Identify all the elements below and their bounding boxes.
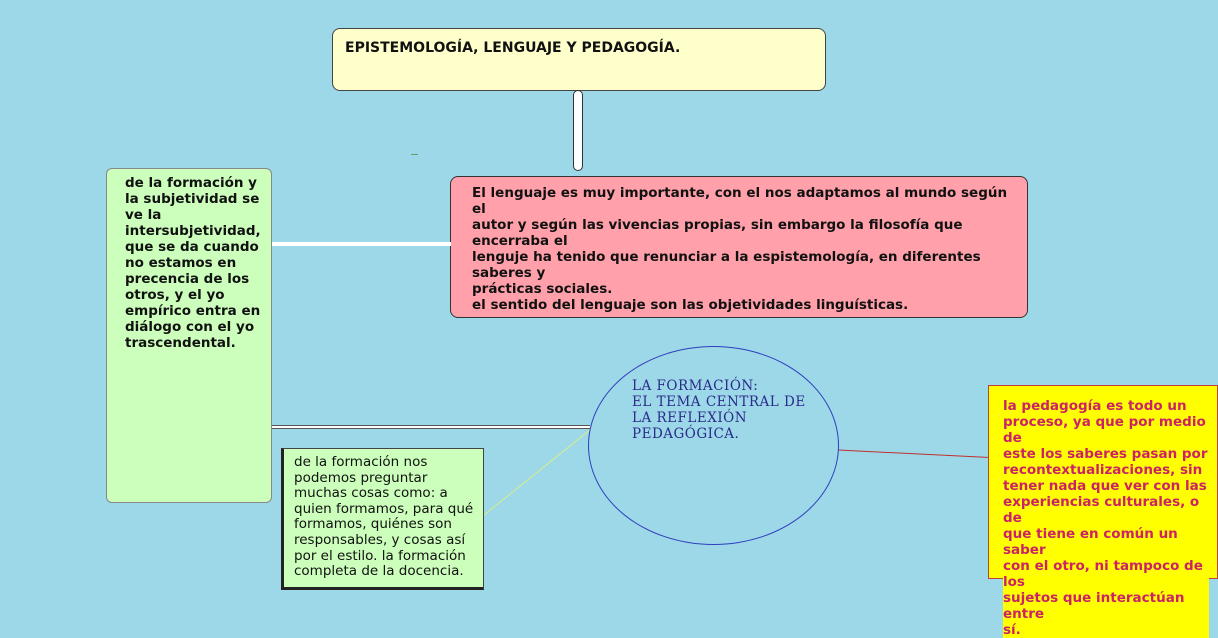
node-pedagogia [988, 385, 1218, 638]
center-ellipse [588, 346, 839, 545]
stray-mark [411, 154, 418, 155]
node-subjetividad-text: de la formación y la subjetividad se ve la intersubjetividad, que se da cuando no estamos en precencia de los otros, y el yo empírico entra en diálogo con el yo trascendental. [125, 175, 261, 351]
center-node [632, 378, 822, 442]
center-node-text: LA FORMACIÓN: EL TEMA CENTRAL DE LA REFLEXIÓN PEDAGÓGICA. [632, 378, 806, 442]
title-box [332, 28, 826, 91]
connector-subjetividad-center [272, 425, 590, 429]
node-preguntas-text: de la formación nos podemos preguntar muchas cosas como: a quien formamos, para qué formamos, quiénes son responsables, y cosas así por el estilo. la formación completa de la docencia. [294, 454, 474, 580]
node-lenguaje-text: El lenguaje es muy importante, con el nos adaptamos al mundo según el autor y según las vivencias propias, sin embargo la filosofía que encerraba el lenguje ha tenido que renunciar a la espistemología, en diferentes saberes y prácticas sociales. el sentido del lenguaje son las objetividades linguísticas. [472, 185, 1008, 313]
node-lenguaje [450, 176, 1028, 318]
connector-subjetividad-lenguaje [272, 242, 451, 246]
node-pedagogia-text: la pedagogía es todo un proceso, ya que por medio de este los saberes pasan por recontextualizaciones, sin tener nada que ver con las experiencias culturales, o de que tiene en común un saber con el otro, ni tampoco de los sujetos que interactúan entre sí. [1003, 398, 1208, 638]
node-subjetividad [106, 168, 272, 503]
connector-pedagogia [838, 450, 1000, 458]
node-preguntas [281, 448, 484, 590]
connector-preguntas [484, 429, 591, 515]
diagram-title: EPISTEMOLOGÍA, LENGUAJE Y PEDAGOGÍA. [345, 40, 681, 56]
title-connector [573, 90, 583, 171]
